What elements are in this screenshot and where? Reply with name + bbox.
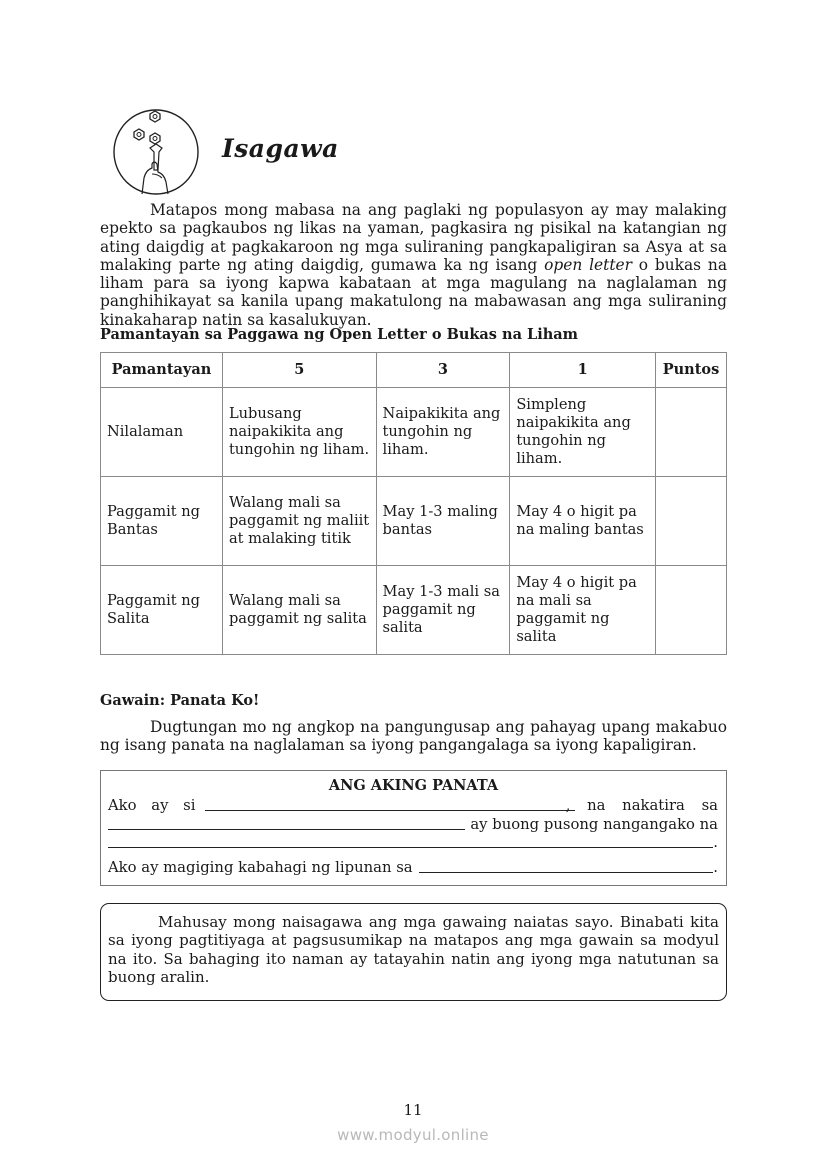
score5-cell: Lubusang naipakikita ang tungohin ng liham.	[222, 388, 376, 477]
puntos-cell[interactable]	[655, 477, 726, 566]
puntos-cell[interactable]	[655, 388, 726, 477]
criterion-cell: Nilalaman	[101, 388, 223, 477]
closing-paragraph	[108, 913, 719, 986]
rubric-title: Pamantayan sa Paggawa ng Open Letter o Bukas na Liham	[100, 326, 578, 343]
panata-line-3	[108, 834, 718, 852]
score1-cell: May 4 o higit pa na mali sa paggamit ng salita	[510, 566, 656, 655]
table-header-row	[101, 353, 727, 388]
header-cell: Pamantayan	[101, 353, 223, 388]
score3-cell: May 1-3 mali sa paggamit ng salita	[376, 566, 510, 655]
panata-line4-prefix: Ako ay magiging kabahagi ng lipunan sa	[108, 859, 413, 876]
community-blank-field[interactable]	[419, 859, 714, 873]
panata-line-4	[108, 859, 718, 877]
promise-blank-field[interactable]	[108, 834, 713, 848]
table-row	[101, 388, 727, 477]
panata-line1-suffix: , na nakatira sa	[565, 797, 718, 814]
address-blank-field[interactable]	[108, 816, 465, 830]
score5-cell: Walang mali sa paggamit ng maliit at malaking titik	[222, 477, 376, 566]
score3-cell: May 1-3 maling bantas	[376, 477, 510, 566]
header-cell: Puntos	[655, 353, 726, 388]
page-number: 11	[403, 1101, 423, 1119]
table-row	[101, 566, 727, 655]
header-cell: 3	[376, 353, 510, 388]
name-blank-field[interactable]	[205, 797, 575, 811]
panata-line3-suffix: .	[713, 834, 718, 851]
header-cell: 1	[510, 353, 656, 388]
score1-cell: Simpleng naipakikita ang tungohin ng liham.	[510, 388, 656, 477]
score5-cell: Walang mali sa paggamit ng salita	[222, 566, 376, 655]
panata-line-1	[108, 797, 718, 815]
rubric-table	[100, 352, 727, 655]
intro-text-part1: Matapos mong mabasa na ang paglaki ng populasyon ay may malaking epekto sa pagkaubos ng likas na yaman, pagkasira ng pisikal na katangian ng ating daigdig at pagkakaroon ng mga suliraning pangkapaligiran sa Asya at sa malaking parte ng ating daigdig, gumawa ka ng isang	[100, 201, 727, 274]
panata-line-2	[108, 816, 718, 834]
gawain-instruction	[100, 718, 727, 755]
gawain-title: Gawain: Panata Ko!	[100, 692, 260, 709]
hand-wrench-icon	[112, 108, 200, 196]
section-title: Isagawa	[222, 134, 339, 163]
table-row	[101, 477, 727, 566]
closing-message-box	[100, 903, 727, 1001]
puntos-cell[interactable]	[655, 566, 726, 655]
panata-line2-suffix: ay buong pusong nangangako na	[470, 816, 718, 833]
panata-heading: ANG AKING PANATA	[328, 777, 499, 794]
panata-line1-prefix: Ako ay si	[108, 797, 196, 814]
panata-box	[100, 770, 727, 886]
closing-text: Mahusay mong naisagawa ang mga gawaing naiatas sayo. Binabati kita sa iyong pagtitiyaga at pagsusumikap na matapos ang mga gawain sa modyul na ito. Sa bahaging ito naman ay tatayahin natin ang iyong mga natutunan sa buong aralin.	[108, 913, 719, 986]
criterion-cell: Paggamit ng Bantas	[101, 477, 223, 566]
header-cell: 5	[222, 353, 376, 388]
score3-cell: Naipakikita ang tungohin ng liham.	[376, 388, 510, 477]
panata-line4-suffix: .	[713, 859, 718, 876]
intro-italic-term: open letter	[544, 255, 632, 274]
intro-paragraph	[100, 201, 727, 329]
intro-text-part2: o bukas na liham para sa iyong kapwa kabataan at mga magulang na naglalaman ng panghihikayat sa kanila upang makatulong na mabawasan ang mga suliraning kinakaharap natin sa kasalukuyan.	[100, 255, 727, 329]
watermark: www.modyul.online	[337, 1126, 489, 1144]
score1-cell: May 4 o higit pa na maling bantas	[510, 477, 656, 566]
criterion-cell: Paggamit ng Salita	[101, 566, 223, 655]
gawain-instruction-text: Dugtungan mo ng angkop na pangungusap ang pahayag upang makabuo ng isang panata na naglalaman sa iyong pangangalaga sa iyong kapaligiran.	[100, 718, 727, 755]
